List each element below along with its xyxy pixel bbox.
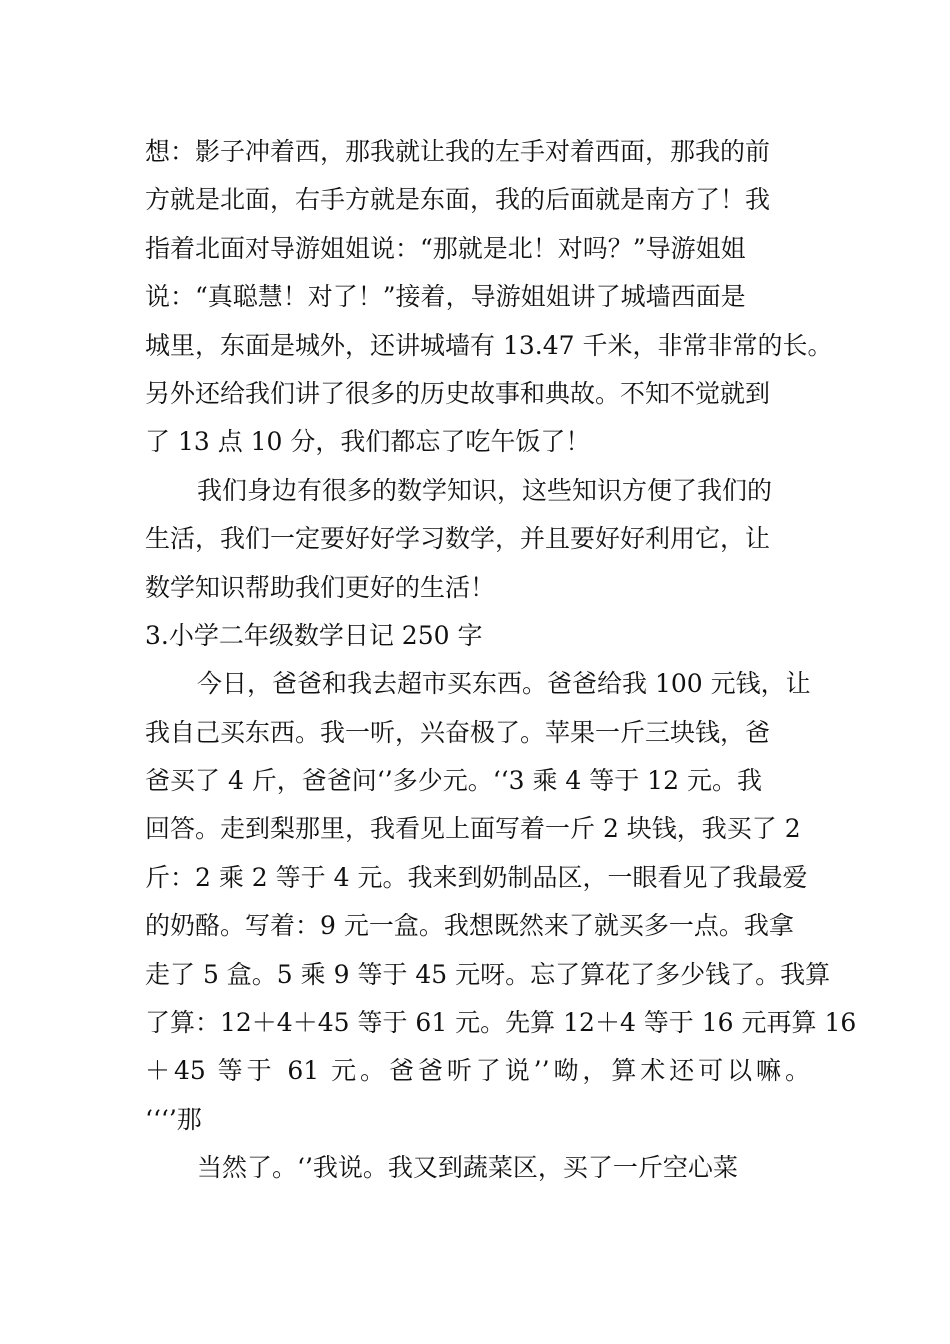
text-line: 走了 5 盒。5 乘 9 等于 45 元呀。忘了算花了多少钱了。我算 (145, 959, 831, 989)
text-line: 回答。走到梨那里，我看见上面写着一斤 2 块钱，我买了 2 (145, 814, 801, 844)
text-line: ＋45 等于 61 元。爸爸听了说’’呦，算术还可以嘛。 (145, 1056, 810, 1086)
text-line: 了算：12＋4＋45 等于 61 元。先算 12＋4 等于 16 元再算 16 (145, 1008, 857, 1038)
text-line: 的奶酪。写着：9 元一盒。我想既然来了就买多一点。我拿 (145, 911, 794, 941)
paragraph-1 (145, 128, 833, 467)
paragraph-3 (145, 660, 857, 1144)
paragraph-4 (145, 1144, 810, 1192)
text-line: 说：“真聪慧！对了！”接着，导游姐姐讲了城墙西面是 (145, 282, 746, 312)
text-line: 城里，东面是城外，还讲城墙有 13.47 千米，非常非常的长。 (145, 330, 833, 360)
text-line: 我自己买东西。我一听，兴奋极了。苹果一斤三块钱，爸 (145, 717, 771, 747)
document-page (145, 128, 857, 1193)
text-line: 斤：2 乘 2 等于 4 元。我来到奶制品区，一眼看见了我最爱 (145, 862, 808, 892)
text-line: 了 13 点 10 分，我们都忘了吃午饭了！ (145, 427, 591, 457)
text-line: 另外还给我们讲了很多的历史故事和典故。不知不觉就到 (145, 378, 771, 408)
text-line: 指着北面对导游姐姐说：“那就是北！对吗？”导游姐姐 (145, 233, 746, 263)
text-line: 方就是北面，右手方就是东面，我的后面就是南方了！我 (145, 185, 771, 215)
section-heading: 3.小学二年级数学日记 250 字 (145, 620, 483, 650)
text-line: 我们身边有很多的数学知识，这些知识方便了我们的 (197, 475, 773, 505)
text-line: 今日，爸爸和我去超市买东西。爸爸给我 100 元钱，让 (197, 669, 811, 699)
text-line: 爸买了 4 斤，爸爸问‘’多少元。‘‘3 乘 4 等于 12 元。我 (145, 766, 762, 796)
text-line: 生活，我们一定要好好学习数学，并且要好好利用它，让 (145, 524, 771, 554)
text-line: 数学知识帮助我们更好的生活！ (145, 572, 496, 602)
text-line: 当然了。‘’我说。我又到蔬菜区，买了一斤空心菜 (197, 1153, 738, 1183)
text-line: ‘‘‘’那 (145, 1104, 202, 1134)
paragraph-2 (145, 467, 810, 612)
text-line: 想：影子冲着西，那我就让我的左手对着西面，那我的前 (145, 137, 771, 166)
